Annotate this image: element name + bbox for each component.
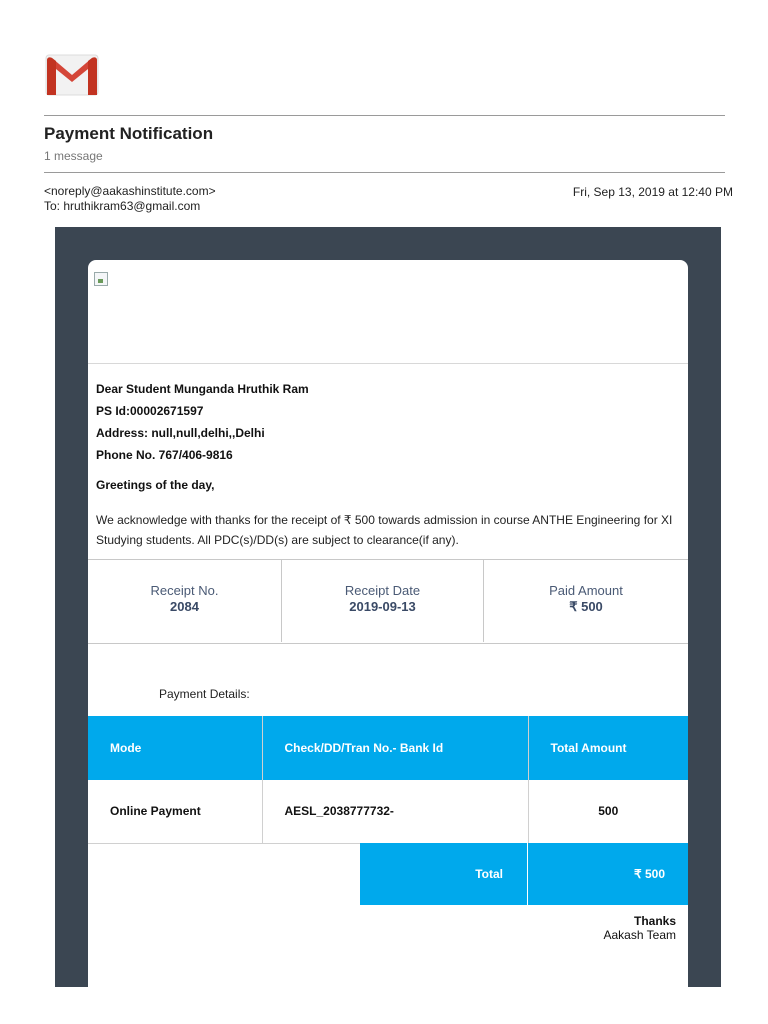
student-info <box>96 378 309 466</box>
receipt-summary <box>88 559 688 644</box>
sender-address: <noreply@aakashinstitute.com> <box>44 184 216 198</box>
paid-amount-label: Paid Amount <box>549 583 623 598</box>
table-header-cell: Check/DD/Tran No.- Bank Id <box>262 716 528 780</box>
recipient-address: To: hruthikram63@gmail.com <box>44 199 201 213</box>
paid-amount-cell <box>483 560 688 642</box>
signoff <box>604 914 677 942</box>
table-row <box>88 780 688 843</box>
thanks-text: Thanks <box>633 914 676 928</box>
email-subject: Payment Notification <box>44 124 214 143</box>
payment-mode-cell: Online Payment <box>88 780 262 843</box>
receipt-date-cell <box>281 560 483 642</box>
table-header-row <box>88 716 688 780</box>
acknowledgement-text: We acknowledge with thanks for the receipt of ₹ 500 towards admission in course ANTHE Engineering for XI Studying students. All PDC(s)/DD(s) are subject to clearance(if any). <box>96 513 673 547</box>
receipt-number-value: 2084 <box>170 599 199 614</box>
card-header-divider <box>88 363 688 364</box>
broken-image-icon <box>94 272 108 286</box>
total-row <box>360 843 688 905</box>
receipt-card <box>88 260 688 987</box>
total-value: ₹ 500 <box>634 867 665 881</box>
receipt-number-label: Receipt No. <box>150 583 219 598</box>
receipt-number-cell <box>88 560 281 642</box>
email-date: Fri, Sep 13, 2019 at 12:40 PM <box>572 185 733 199</box>
message-count: 1 message <box>44 149 103 163</box>
student-phone: Phone No. 767/406-9816 <box>96 448 233 462</box>
student-address: Address: null,null,delhi,,Delhi <box>96 426 265 440</box>
total-label: Total <box>360 843 528 905</box>
email-body-frame <box>55 227 721 987</box>
subject-divider <box>44 172 725 173</box>
student-name: Dear Student Munganda Hruthik Ram <box>96 382 309 396</box>
table-header-cell: Total Amount <box>528 716 688 780</box>
greeting: Greetings of the day, <box>96 478 215 492</box>
student-ps-id: PS Id:00002671597 <box>96 404 204 418</box>
header-divider <box>44 115 725 116</box>
payment-table <box>88 716 688 844</box>
transaction-id-cell: AESL_2038777732- <box>262 780 528 843</box>
payment-details-label: Payment Details: <box>159 687 250 701</box>
gmail-logo-icon <box>44 53 100 97</box>
receipt-date-value: 2019-09-13 <box>349 599 416 614</box>
table-header-cell: Mode <box>88 716 262 780</box>
paid-amount-value: ₹ 500 <box>569 599 603 614</box>
amount-cell: 500 <box>528 780 688 843</box>
receipt-date-label: Receipt Date <box>344 583 421 598</box>
team-name: Aakash Team <box>603 928 676 942</box>
